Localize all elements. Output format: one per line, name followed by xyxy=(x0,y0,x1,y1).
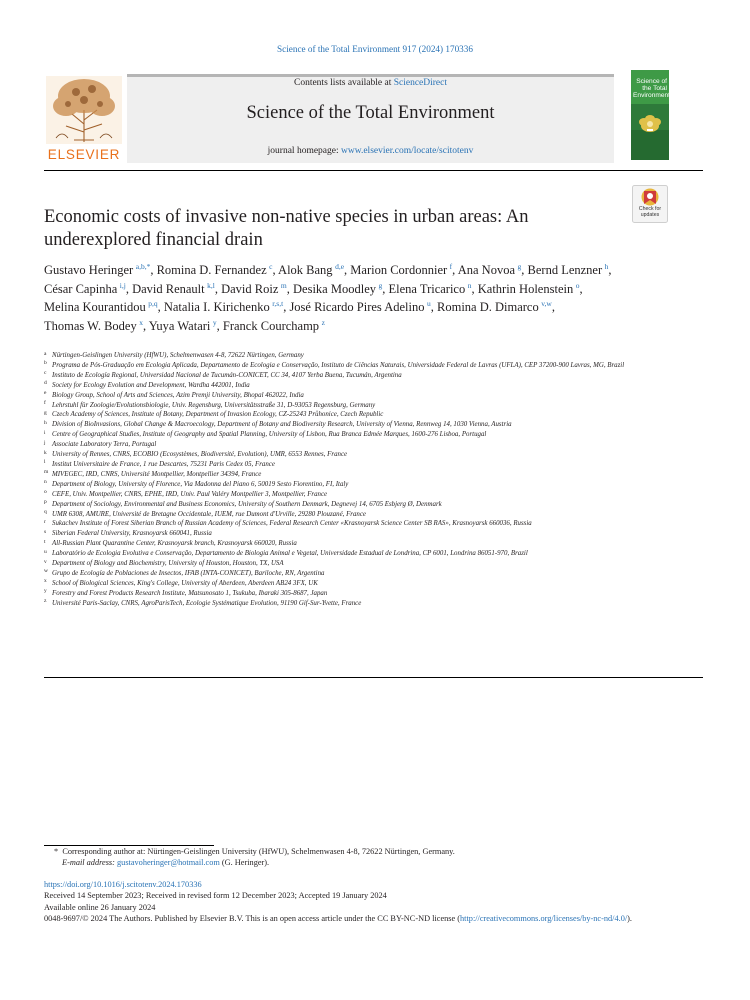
affiliation-item xyxy=(44,579,704,589)
author[interactable] xyxy=(437,300,552,314)
author-name[interactable]: Ana Novoa xyxy=(457,263,516,277)
affiliation-text: MIVEGEC, IRD, CNRS, Université Montpellier, Montpellier 34394, France xyxy=(52,470,262,478)
copyright-notice xyxy=(44,913,704,924)
affiliation-text: Society for Ecology Evolution and Development, Wardha 442001, India xyxy=(52,381,250,389)
affiliation-text: Centre of Geographical Studies, Institute of Geography and Spatial Planning, University of Lisbon, Rua Branca Edmée Marques, 1600-276 Lisboa, Portugal xyxy=(52,431,487,439)
author-affiliation-marks[interactable]: m xyxy=(280,280,287,290)
available-online: Available online 26 January 2024 xyxy=(44,902,156,912)
affiliation-item xyxy=(44,420,704,430)
affiliation-text: Division of BioInvasions, Global Change & Macroecology, Department of Botany and Biodiversity Research, University of Vienna, Rennweg 14, 1030 Vienna, Austria xyxy=(52,421,512,429)
footnote-marker: * xyxy=(54,847,59,856)
affiliation-item xyxy=(44,410,704,420)
affiliation-label: o xyxy=(44,489,47,496)
article-history: Received 14 September 2023; Received in revised form 12 December 2023; Accepted 19 January 2024 xyxy=(44,891,387,901)
section-rule xyxy=(44,677,703,678)
author-name[interactable]: Marion Cordonnier xyxy=(350,263,448,277)
affiliation-text: Forestry and Forest Products Research Institute, Matsunosato 1, Tsukuba, Ibaraki 305-8687, Japan xyxy=(52,589,328,597)
affiliation-item xyxy=(44,490,704,500)
affiliation-item xyxy=(44,500,704,510)
affiliation-text: Lehrstuhl für Zoologie/Evolutionsbiologie, Univ. Regensburg, Universitätsstraße 31, D-93053 Regensburg, Germany xyxy=(52,401,376,409)
affiliation-label: n xyxy=(44,479,47,486)
author[interactable] xyxy=(221,282,287,296)
affiliation-item xyxy=(44,569,704,579)
author-affiliation-marks[interactable]: c xyxy=(269,261,273,271)
affiliation-item xyxy=(44,549,704,559)
affiliation-label: c xyxy=(44,370,47,377)
author-name[interactable]: Franck Courchamp xyxy=(222,319,320,334)
affiliation-item xyxy=(44,401,704,411)
affiliation-text: School of Biological Sciences, King's College, University of Aberdeen, Aberdeen AB24 3FX, UK xyxy=(52,579,318,587)
affiliation-item xyxy=(44,589,704,599)
author[interactable] xyxy=(278,263,344,277)
affiliation-label: a xyxy=(44,350,47,357)
journal-title: Science of the Total Environment xyxy=(246,103,495,123)
affiliation-text: Programa de Pós-Graduação em Ecologia Aplicada, Departamento de Ecologia e Conservação, Instituto de Ciências Naturais, Universidade Federal de Lavras (UFLA), CEP 37200-900 Lavras, MG, Brazil xyxy=(52,361,625,369)
author-affiliation-marks[interactable]: h xyxy=(604,261,609,271)
author-name[interactable]: José Ricardo Pires Adelino xyxy=(289,300,425,315)
contents-prefix: Contents lists available at xyxy=(293,78,394,88)
journal-cover-thumbnail[interactable] xyxy=(631,70,669,160)
author[interactable] xyxy=(528,263,609,277)
header-rule xyxy=(44,170,703,171)
affiliation-label: b xyxy=(44,360,47,367)
affiliation-item xyxy=(44,519,704,529)
author-name[interactable]: Yuya Watari xyxy=(148,319,211,334)
author-name[interactable]: Bernd Lenzner xyxy=(527,263,603,277)
author[interactable] xyxy=(350,263,452,277)
author-name[interactable]: Elena Tricarico xyxy=(388,281,466,296)
affiliation-text: UMR 6308, AMURE, Université de Bretagne Occidentale, IUEM, rue Dumont d'Urville, 29280 Plouzané, France xyxy=(52,510,366,518)
affiliation-label: l xyxy=(44,459,46,466)
email-link[interactable]: gustavoheringer@hotmail.com xyxy=(117,858,220,868)
affiliation-text: Sukachev Institute of Forest Siberian Branch of Russian Academy of Sciences, Federal Research Center «Krasnoyarsk Science Center SB RAS», Krasnoyarsk 660036, Russia xyxy=(52,520,532,528)
author-name[interactable]: César Capinha xyxy=(44,281,118,296)
author-name[interactable]: David Renault xyxy=(132,281,205,296)
author-name[interactable]: Romina D. Fernandez xyxy=(156,263,267,277)
author-list: Gustavo Heringer $^{a,b,*}$, Romina D. Fernandez $^c$, Alok Bang $^{d,e}$, Marion Cordonnier $^f$, Ana Novoa $^g$, Bernd Lenzner $^h$, César Capinha $^{i,j}$, David Renault $^{k,l}$, David Roiz $^m$, Desika Moodley $^g$, Elena Tricarico $^n$, Kathrin Holenstein $^o$, Melina Kourantidou $^{p,q}$, Natalia I. Kirichenko $^{r,s,t}$, José Ricardo Pires Adelino $^u$, Romina D. Dimarco $^{v,w}$, Thomas W. Bodey $^x$, Yuya Watari $^y$, Franck Courchamp $^z$ xyxy=(44,261,612,334)
author[interactable] xyxy=(458,263,522,277)
author[interactable] xyxy=(157,263,273,277)
author-affiliation-marks[interactable]: g xyxy=(517,261,522,271)
affiliation-item xyxy=(44,539,704,549)
affiliation-list xyxy=(44,351,704,609)
author-affiliation-marks[interactable]: v,w xyxy=(541,299,552,309)
author[interactable] xyxy=(44,282,126,296)
affiliation-text: Grupo de Ecología de Poblaciones de Insectos, IFAB (INTA-CONICET), Bariloche, RN, Argentina xyxy=(52,569,325,577)
email-label: E-mail address: xyxy=(62,858,115,868)
affiliation-text: Laboratório de Ecologia Evolutiva e Conservação, Departamento de Biologia Animal e Vegetal, Universidade Estadual de Londrina, CP 6001, Londrina 86051-970, Brazil xyxy=(52,550,528,558)
article-info xyxy=(44,879,704,925)
affiliation-item xyxy=(44,391,704,401)
author-affiliation-marks[interactable]: f xyxy=(449,261,453,271)
affiliation-label: g xyxy=(44,409,47,416)
author-affiliation-marks[interactable]: u xyxy=(427,299,431,309)
affiliation-item xyxy=(44,371,704,381)
author-affiliation-marks[interactable]: y xyxy=(212,317,217,327)
affiliation-text: All-Russian Plant Quarantine Center, Krasnoyarsk branch, Krasnoyarsk 660020, Russia xyxy=(52,540,297,548)
affiliation-label: f xyxy=(44,400,46,407)
affiliation-item xyxy=(44,529,704,539)
affiliation-label: z xyxy=(44,598,47,605)
affiliation-item xyxy=(44,361,704,371)
affiliation-label: j xyxy=(44,439,46,446)
affiliation-item xyxy=(44,510,704,520)
affiliation-label: y xyxy=(44,588,47,595)
author-affiliation-marks[interactable]: p,q xyxy=(148,299,158,309)
contents-list-line xyxy=(127,78,614,88)
elsevier-wordmark: ELSEVIER xyxy=(47,147,121,162)
affiliation-label: u xyxy=(44,548,47,555)
affiliation-item xyxy=(44,460,704,470)
author-name[interactable]: David Roiz xyxy=(221,281,279,296)
affiliation-text: Université Paris-Saclay, CNRS, AgroParisTech, Ecologie Systématique Evolution, 91190 Gif-Sur-Yvette, France xyxy=(52,599,362,607)
affiliation-item xyxy=(44,480,704,490)
affiliation-text: University of Rennes, CNRS, ECOBIO (Ecosystèmes, Biodiversité, Evolution), UMR, 6553 Rennes, France xyxy=(52,451,348,459)
author-name[interactable]: Desika Moodley xyxy=(293,281,376,296)
author-affiliation-marks[interactable]: k,l xyxy=(207,280,215,290)
affiliation-item xyxy=(44,381,704,391)
homepage-link[interactable]: www.elsevier.com/locate/scitotenv xyxy=(341,146,474,156)
affiliation-label: t xyxy=(44,538,46,545)
author-affiliation-marks[interactable]: i,j xyxy=(119,280,126,290)
author-name[interactable]: Alok Bang xyxy=(278,263,333,277)
author-name[interactable]: Thomas W. Bodey xyxy=(44,319,137,334)
homepage-prefix: journal homepage: xyxy=(267,146,341,156)
affiliation-text: Department of Sociology, Environmental and Business Economics, University of Southern Denmark, Degnevej 14, 6705 Esbjerg Ø, Denmark xyxy=(52,500,442,508)
author-affiliation-marks[interactable]: g xyxy=(378,280,383,290)
crossmark-label: Check for updates xyxy=(638,206,662,218)
email-suffix: (G. Heringer). xyxy=(221,858,270,868)
affiliation-label: h xyxy=(44,419,47,426)
affiliation-text: Institut Universitaire de France, 1 rue Descartes, 75231 Paris Cedex 05, France xyxy=(52,460,275,468)
affiliation-item xyxy=(44,450,704,460)
author-affiliation-marks[interactable]: x xyxy=(139,317,143,327)
author-affiliation-marks[interactable]: d,e xyxy=(335,261,345,271)
license-link[interactable]: http://creativecommons.org/licenses/by-nc-nd/4.0/ xyxy=(460,914,628,924)
affiliation-label: s xyxy=(44,528,47,535)
author-name[interactable]: Natalia I. Kirichenko xyxy=(163,300,270,315)
corresponding-text: Corresponding author at: Nürtingen-Geislingen University (HfWU), Schelmenwasen 4-8, 72622 Nürtingen, Germany. xyxy=(62,847,455,856)
affiliation-text: Czech Academy of Sciences, Institute of Botany, Department of Invasion Ecology, CZ-25243 Průhonice, Czech Republic xyxy=(52,411,384,419)
copyright-suffix: ). xyxy=(627,914,633,924)
author[interactable] xyxy=(478,282,580,296)
affiliation-item xyxy=(44,470,704,480)
corresponding-author-footnote xyxy=(44,846,704,869)
author[interactable] xyxy=(293,282,382,296)
author-affiliation-marks[interactable]: n xyxy=(467,280,472,290)
affiliation-item xyxy=(44,559,704,569)
author-affiliation-marks[interactable]: a,b,* xyxy=(135,261,151,271)
author[interactable] xyxy=(44,263,150,277)
affiliation-label: k xyxy=(44,449,47,456)
author[interactable] xyxy=(289,300,430,314)
author-name[interactable]: Melina Kourantidou xyxy=(44,300,146,315)
doi-link[interactable]: https://doi.org/10.1016/j.scitotenv.2024.170336 xyxy=(44,880,202,889)
author-name[interactable]: Kathrin Holenstein xyxy=(477,281,574,296)
author[interactable] xyxy=(389,282,472,296)
affiliation-text: Nürtingen-Geislingen University (HfWU), Schelmenwasen 4-8, 72622 Nürtingen, Germany xyxy=(52,352,304,359)
affiliation-label: x xyxy=(44,578,47,585)
author-affiliation-marks[interactable]: z xyxy=(321,317,325,327)
affiliation-text: Associate Laboratory Terra, Portugal xyxy=(52,441,157,449)
author[interactable] xyxy=(164,300,283,314)
affiliation-label: i xyxy=(44,429,46,436)
affiliation-text: Instituto de Ecología Regional, Universidad Nacional de Tucumán-CONICET, CC 34, 4107 Yerba Buena, Tucumán, Argentina xyxy=(52,371,402,379)
author[interactable] xyxy=(223,319,325,333)
affiliation-text: Siberian Federal University, Krasnoyarsk 660041, Russia xyxy=(52,530,212,538)
affiliation-item xyxy=(44,351,704,361)
author[interactable] xyxy=(44,300,158,314)
check-for-updates-badge[interactable] xyxy=(632,185,668,223)
affiliation-label: w xyxy=(44,568,48,575)
author-affiliation-marks[interactable]: o xyxy=(575,280,580,290)
author[interactable] xyxy=(44,319,143,333)
journal-homepage-line xyxy=(127,146,614,156)
affiliation-text: CEFE, Univ. Montpellier, CNRS, EPHE, IRD, Univ. Paul Valéry Montpellier 3, Montpellier, France xyxy=(52,490,328,498)
affiliation-item xyxy=(44,430,704,440)
article-title: Economic costs of invasive non-native species in urban areas: An underexplored financial drain xyxy=(44,207,529,250)
author-name[interactable]: Romina D. Dimarco xyxy=(437,300,539,315)
affiliation-text: Department of Biology and Biochemistry, University of Houston, Houston, TX, USA xyxy=(52,560,284,568)
affiliation-label: m xyxy=(44,469,49,476)
affiliation-item xyxy=(44,440,704,450)
copyright-prefix: 0048-9697/© 2024 The Authors. Published by Elsevier B.V. This is an open access article under the CC BY-NC-ND license ( xyxy=(44,914,461,924)
author-affiliation-marks[interactable]: r,s,t xyxy=(272,299,284,309)
affiliation-label: d xyxy=(44,380,47,387)
affiliation-text: Department of Biology, University of Florence, Via Madonna del Piano 6, 50019 Sesto Fiorentino, FI, Italy xyxy=(52,480,349,488)
affiliation-item xyxy=(44,599,704,609)
affiliation-text: Biology Group, School of Arts and Sciences, Azim Premji University, Bhopal 462022, India xyxy=(52,391,304,399)
author[interactable] xyxy=(149,319,217,333)
sciencedirect-link[interactable]: ScienceDirect xyxy=(393,78,447,88)
affiliation-label: p xyxy=(44,499,47,506)
author[interactable] xyxy=(132,282,215,296)
affiliation-label: r xyxy=(44,518,46,525)
cover-title: Science of the Total Environment xyxy=(633,78,671,100)
journal-citation[interactable]: Science of the Total Environment 917 (2024) 170336 xyxy=(277,44,473,54)
affiliation-label: v xyxy=(44,558,47,565)
affiliation-label: e xyxy=(44,390,47,397)
author-name[interactable]: Gustavo Heringer xyxy=(44,263,134,277)
affiliation-label: q xyxy=(44,509,47,515)
